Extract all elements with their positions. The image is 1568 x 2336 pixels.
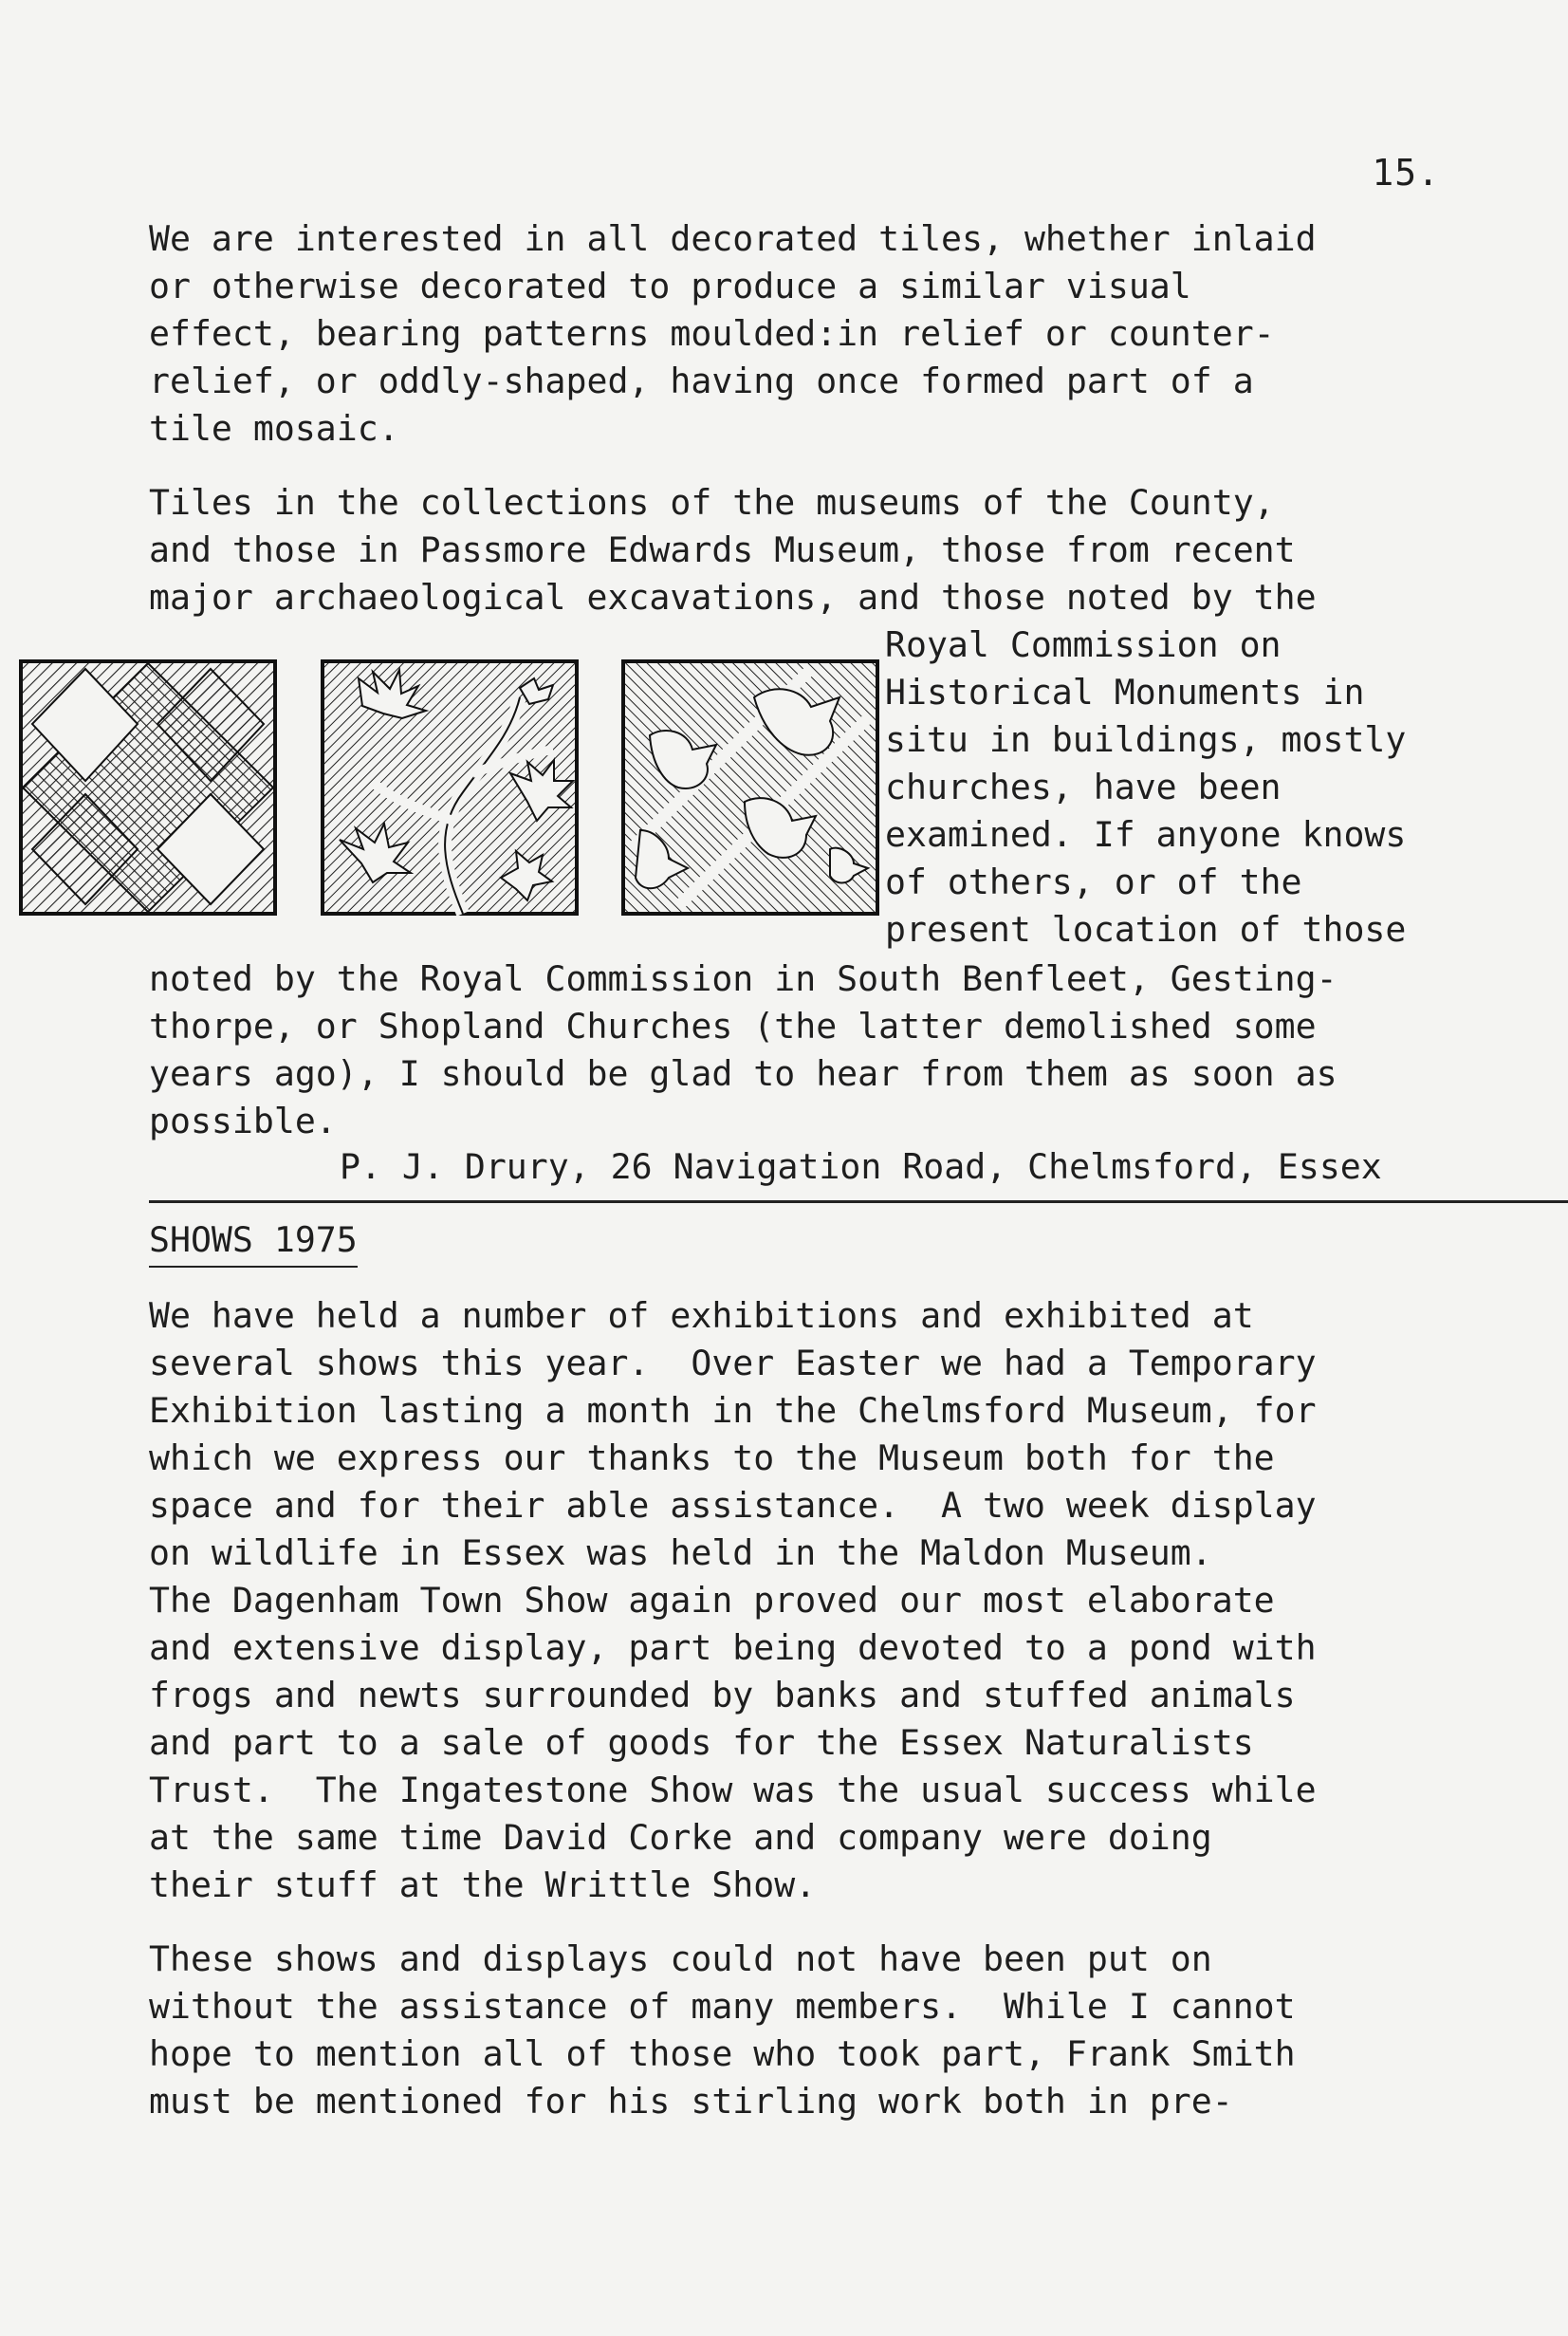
text-line: several shows this year. Over Easter we had a Temporary [149, 1343, 1317, 1383]
text-line: and extensive display, part being devoted to a pond with [149, 1627, 1317, 1668]
diamond-pattern-tile-icon [19, 659, 277, 916]
text-line: We have held a number of exhibitions and exhibited at [149, 1295, 1254, 1336]
text-line: and part to a sale of goods for the Essex Naturalists [149, 1722, 1254, 1763]
text-line: space and for their able assistance. A two week display [149, 1485, 1317, 1526]
foliage-scroll-tile-icon [321, 659, 579, 916]
text-line: Historical Monuments in [885, 672, 1365, 713]
text-line: which we express our thanks to the Museum both for the [149, 1437, 1275, 1478]
text-line: effect, bearing patterns moulded:in relief or counter- [149, 313, 1275, 354]
text-line: major archaeological excavations, and those noted by the [149, 577, 1317, 618]
text-line: churches, have been [885, 767, 1282, 807]
text-line: frogs and newts surrounded by banks and stuffed animals [149, 1675, 1296, 1715]
section-divider [149, 1200, 1568, 1203]
text-line: Trust. The Ingatestone Show was the usual success while [149, 1770, 1317, 1810]
text-line: at the same time David Corke and company were doing [149, 1817, 1212, 1858]
text-line: and those in Passmore Edwards Museum, those from recent [149, 529, 1296, 570]
text-line: of others, or of the [885, 862, 1302, 902]
text-line: We are interested in all decorated tiles, whether inlaid [149, 218, 1317, 259]
text-line: Tiles in the collections of the museums of the County, [149, 482, 1275, 523]
text-line: noted by the Royal Commission in South Benfleet, Gesting- [149, 958, 1337, 999]
text-line: The Dagenham Town Show again proved our most elaborate [149, 1580, 1275, 1621]
text-line: years ago), I should be glad to hear from them as soon as [149, 1053, 1337, 1094]
author-signature-line: P. J. Drury, 26 Navigation Road, Chelmsford, Essex [340, 1146, 1382, 1187]
bird-pattern-tile-icon [621, 659, 879, 916]
text-line: possible. [149, 1101, 337, 1141]
text-line: thorpe, or Shopland Churches (the latter demolished some [149, 1006, 1317, 1047]
section-heading: SHOWS 1975 [149, 1216, 358, 1268]
text-line: or otherwise decorated to produce a similar visual [149, 266, 1191, 306]
text-line: their stuff at the Writtle Show. [149, 1864, 817, 1905]
text-line: tile mosaic. [149, 408, 399, 449]
text-line: without the assistance of many members. While I cannot [149, 1986, 1296, 2027]
text-line: Royal Commission on [885, 624, 1282, 665]
text-line: must be mentioned for his stirling work both in pre- [149, 2081, 1233, 2122]
text-line: on wildlife in Essex was held in the Maldon Museum. [149, 1532, 1212, 1573]
text-line: situ in buildings, mostly [885, 719, 1407, 760]
text-line: hope to mention all of those who took part, Frank Smith [149, 2033, 1296, 2074]
text-line: relief, or oddly-shaped, having once formed part of a [149, 361, 1254, 401]
text-line: present location of those [885, 909, 1407, 950]
text-line: examined. If anyone knows [885, 814, 1407, 855]
text-line: These shows and displays could not have been put on [149, 1938, 1212, 1979]
text-line: Exhibition lasting a month in the Chelmsford Museum, for [149, 1390, 1317, 1431]
page-number: 15. [1372, 152, 1440, 194]
tile-illustrations [19, 659, 863, 920]
